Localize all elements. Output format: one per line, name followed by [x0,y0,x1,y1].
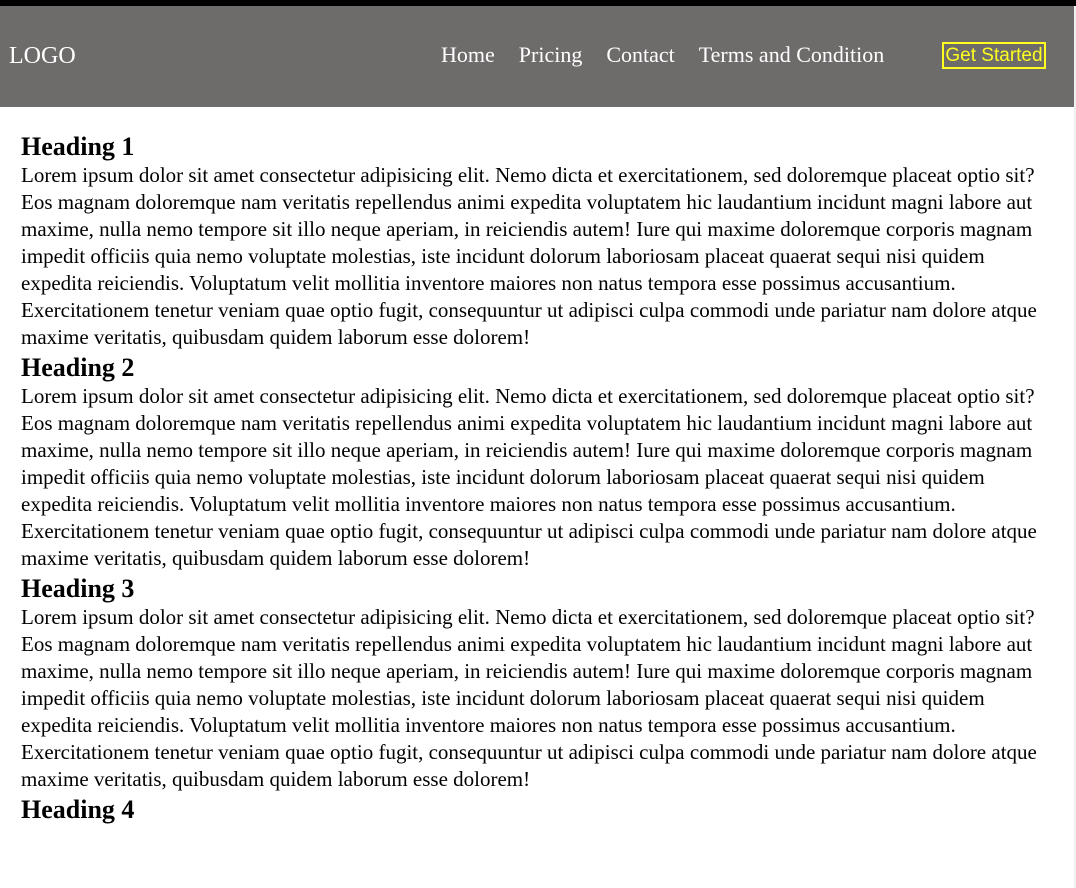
section-body: Lorem ipsum dolor sit amet consectetur adipisicing elit. Nemo dicta et exercitationem, sed doloremque placeat optio sit? Eos magnam doloremque nam veritatis repellendus animi expedita voluptatem hic laudantium incidunt magni labore aut maxime, nulla nemo tempore sit illo neque aperiam, in reiciendis autem! Iure qui maxime doloremque corporis magnam impedit officiis quia nemo voluptate molestias, iste incidunt dolorum laboriosam placeat quaerat sequi nisi quidem expedita reiciendis. Voluptatum velit mollitia inventore maiores non natus tempora esse possimus accusantium. Exercitationem tenetur veniam quae optio fugit, consequuntur ut adipisci culpa commodi unde pariatur nam dolore atque maxime veritatis, quibusdam quidem laborum esse dolorem! [21,384,1037,570]
section-heading: Heading 4 [21,795,135,824]
section-2 [21,351,1045,572]
logo[interactable]: LOGO [9,43,76,69]
get-started-button[interactable]: Get Started [942,42,1046,69]
section-4 [21,793,1045,825]
section-3 [21,572,1045,793]
navbar [0,6,1074,107]
main-content [21,130,1045,825]
section-body: Lorem ipsum dolor sit amet consectetur adipisicing elit. Nemo dicta et exercitationem, sed doloremque placeat optio sit? Eos magnam doloremque nam veritatis repellendus animi expedita voluptatem hic laudantium incidunt magni labore aut maxime, nulla nemo tempore sit illo neque aperiam, in reiciendis autem! Iure qui maxime doloremque corporis magnam impedit officiis quia nemo voluptate molestias, iste incidunt dolorum laboriosam placeat quaerat sequi nisi quidem expedita reiciendis. Voluptatum velit mollitia inventore maiores non natus tempora esse possimus accusantium. Exercitationem tenetur veniam quae optio fugit, consequuntur ut adipisci culpa commodi unde pariatur nam dolore atque maxime veritatis, quibusdam quidem laborum esse dolorem! [21,163,1037,349]
nav-link-contact[interactable]: Contact [606,42,675,67]
section-1 [21,130,1045,351]
nav-link-home[interactable]: Home [441,42,495,67]
nav-link-pricing[interactable]: Pricing [518,42,583,67]
section-heading: Heading 1 [21,132,135,161]
nav-links [441,42,886,68]
nav-link-terms[interactable]: Terms and Condition [698,42,885,67]
section-heading: Heading 3 [21,574,135,603]
section-heading: Heading 2 [21,353,135,382]
section-body: Lorem ipsum dolor sit amet consectetur adipisicing elit. Nemo dicta et exercitationem, sed doloremque placeat optio sit? Eos magnam doloremque nam veritatis repellendus animi expedita voluptatem hic laudantium incidunt magni labore aut maxime, nulla nemo tempore sit illo neque aperiam, in reiciendis autem! Iure qui maxime doloremque corporis magnam impedit officiis quia nemo voluptate molestias, iste incidunt dolorum laboriosam placeat quaerat sequi nisi quidem expedita reiciendis. Voluptatum velit mollitia inventore maiores non natus tempora esse possimus accusantium. Exercitationem tenetur veniam quae optio fugit, consequuntur ut adipisci culpa commodi unde pariatur nam dolore atque maxime veritatis, quibusdam quidem laborum esse dolorem! [21,605,1037,791]
